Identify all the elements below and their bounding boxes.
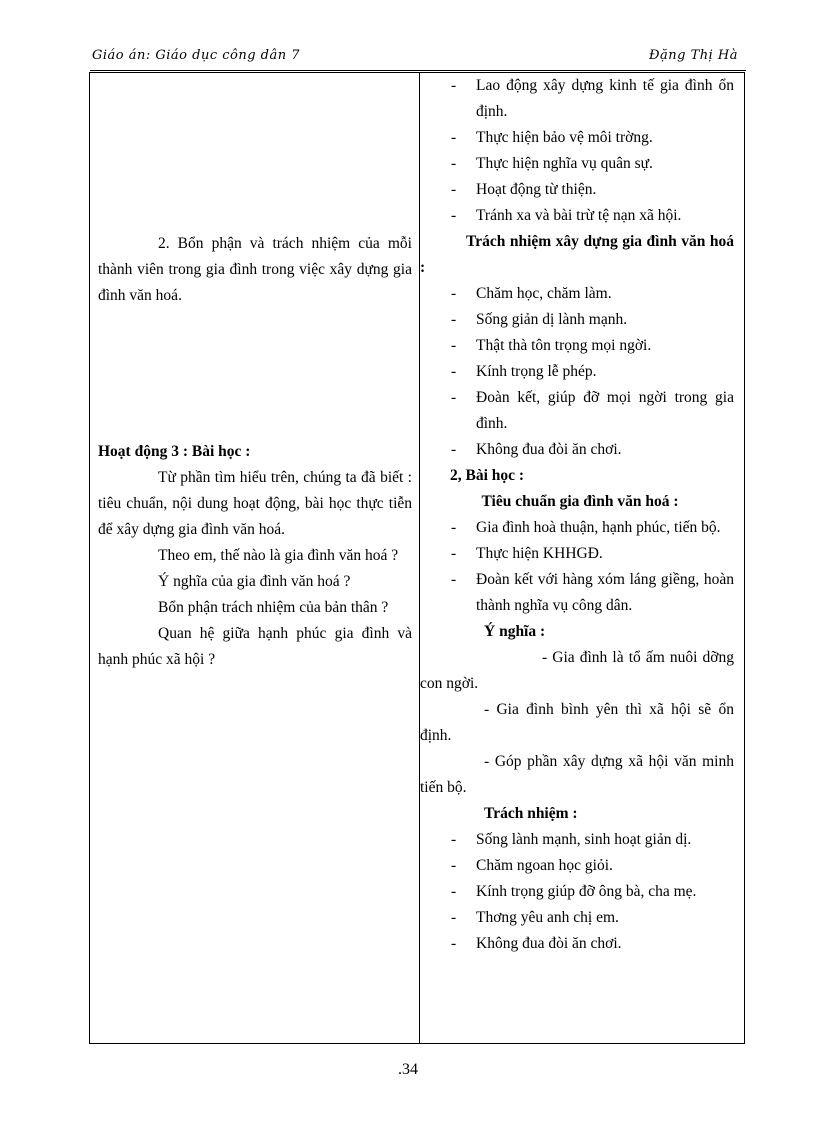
- list-item: - Không đua đòi ăn chơi.: [420, 437, 740, 463]
- activity3-heading: Hoạt động 3 : Bài học :: [98, 443, 251, 460]
- list-item: - Kính trọng giúp đỡ ông bà, cha mẹ.: [420, 879, 740, 905]
- list-item: - Thực hiện KHHGĐ.: [420, 541, 740, 567]
- header-author: Đặng Thị Hà: [649, 48, 738, 63]
- lesson-heading: 2, Bài học :: [450, 467, 525, 484]
- list-item: - Hoạt động từ thiện.: [420, 177, 740, 203]
- list-item: - Không đua đòi ăn chơi.: [420, 931, 740, 957]
- section2-text: 2. Bổn phận và trách nhiệm của mỗi thành viên trong gia đình trong việc xây dựng gia đình văn hoá.: [98, 235, 412, 304]
- right-column: [420, 73, 740, 957]
- lesson-table: [89, 72, 745, 1044]
- meaning-item: - Gia đình là tổ ấm nuôi dỡng con ngời.: [420, 649, 734, 692]
- question-3: Bổn phận trách nhiệm của bản thân ?: [158, 599, 389, 616]
- list-item: - Chăm học, chăm làm.: [420, 281, 740, 307]
- meaning-item: - Gia đình bình yên thì xã hội sẽ ổn định.: [420, 701, 734, 744]
- list-item: - Sống giản dị lành mạnh.: [420, 307, 740, 333]
- list-item: - Thật thà tôn trọng mọi ngời.: [420, 333, 740, 359]
- list-item: - Gia đình hoà thuận, hạnh phúc, tiến bộ.: [420, 515, 740, 541]
- meaning-item: - Góp phần xây dựng xã hội văn minh tiến bộ.: [420, 753, 734, 796]
- question-2: Ý nghĩa của gia đình văn hoá ?: [158, 573, 351, 590]
- list-item: - Kính trọng lễ phép.: [420, 359, 740, 385]
- activity3-intro: Từ phần tìm hiểu trên, chúng ta đã biết : tiêu chuẩn, nội dung hoạt động, bài học thực tiễn để xây dựng gia đình văn hoá.: [98, 469, 412, 538]
- question-1: Theo em, thế nào là gia đình văn hoá ?: [158, 547, 399, 564]
- header-rule: [90, 70, 746, 71]
- question-4: Quan hệ giữa hạnh phúc gia đình và hạnh phúc xã hội ?: [98, 625, 412, 668]
- page-number: .34: [398, 1061, 418, 1078]
- left-column: [98, 73, 412, 673]
- list-item: - Lao động xây dựng kinh tế gia đình ổn định.: [420, 73, 740, 125]
- header-course-title: Giáo án: Giáo dục công dân 7: [92, 48, 301, 63]
- list-item: - Tránh xa và bài trừ tệ nạn xã hội.: [420, 203, 740, 229]
- list-item: - Thực hiện nghĩa vụ quân sự.: [420, 151, 740, 177]
- list-item: - Thực hiện bảo vệ môi trờng.: [420, 125, 740, 151]
- meaning-heading: Ý nghĩa :: [484, 623, 546, 640]
- responsibility-heading: Trách nhiệm xây dựng gia đình văn hoá :: [420, 233, 734, 276]
- list-item: - Thơng yêu anh chị em.: [420, 905, 740, 931]
- list-item: - Chăm ngoan học giỏi.: [420, 853, 740, 879]
- duty-heading: Trách nhiệm :: [484, 805, 578, 822]
- list-item: - Đoàn kết với hàng xóm láng giềng, hoàn thành nghĩa vụ công dân.: [420, 567, 740, 619]
- list-item: - Sống lành mạnh, sinh hoạt giản dị.: [420, 827, 740, 853]
- list-item: - Đoàn kết, giúp đỡ mọi ngời trong gia đình.: [420, 385, 740, 437]
- standard-heading: Tiêu chuẩn gia đình văn hoá :: [481, 493, 679, 510]
